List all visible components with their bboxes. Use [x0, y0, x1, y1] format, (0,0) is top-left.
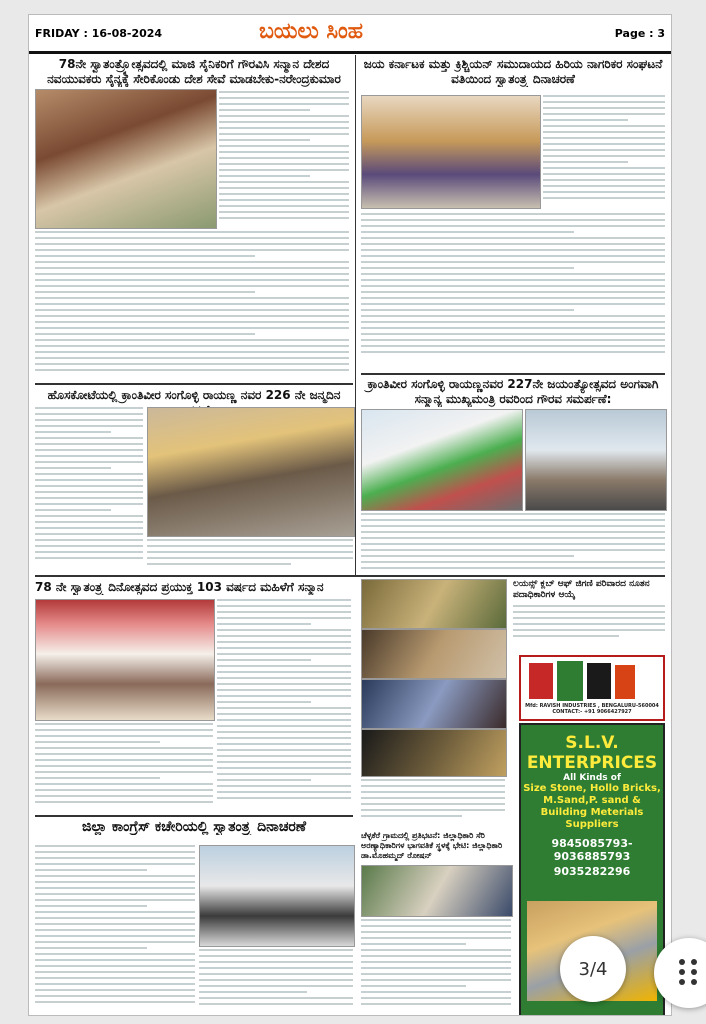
article-1-text-top — [219, 91, 349, 227]
ad-manufacturer: Mfd: RAVISH INDUSTRIES , BENGALURU-560004 — [525, 703, 659, 709]
page-indicator-label: 3/4 — [578, 958, 608, 980]
menu-button[interactable] — [654, 938, 706, 1008]
middle-photo-1 — [361, 579, 507, 629]
middle-photo-4 — [361, 729, 507, 777]
slv-name: S.L.V. ENTERPRICES — [526, 733, 658, 773]
column-divider — [355, 55, 356, 575]
ad-contact: CONTACT:- +91 9066427927 — [552, 709, 632, 715]
article-7-text-right — [199, 949, 353, 1011]
article-5-text — [35, 723, 213, 811]
article-1-text — [35, 231, 349, 381]
article-2-photo — [361, 95, 541, 209]
masthead: ಬಯಲು ಸಿಂಹ — [259, 18, 364, 44]
article-3-photo — [147, 407, 355, 537]
article-5-photo — [35, 599, 215, 721]
newspaper-page — [28, 14, 672, 1016]
slv-phone-2: 9035282296 — [553, 865, 631, 878]
article-5-text-right — [217, 599, 351, 811]
slv-items: Size Stone, Hollo Bricks, M.Sand,P. sand & Building Meterials Suppliers — [523, 783, 661, 830]
middle-photo-3 — [361, 679, 507, 729]
slv-kinds: All Kinds of — [563, 773, 621, 783]
article-3-text-left — [35, 407, 143, 569]
article-8-headline: ಚೆಳ್ಳಕೆರೆ ಗ್ರಾಮದಲ್ಲಿ ಪ್ರತಿಭಟನೆ: ಜಿಲ್ಲಾಧಿಕಾರಿ ಸೆರಿ ಅರಣ್ಯಾಧಿಕಾರಿಗಳ ಭಾಗವತಿಕೆ ಸ್ಥಳಕ್ಕೆ ಭೇಟಿ: ಜಿಲ್ಲಾಧಿಕಾರಿ ಡಾ.ಮೊಹಮ್ಮದ್ ರೋಷನ್ — [361, 831, 503, 860]
article-4-headline: ಕ್ರಾಂತಿವೀರ ಸಂಗೊಳ್ಳಿ ರಾಯಣ್ಣನವರ 227ನೇ ಜಯಂತ್ಯೋತ್ಸವದ ಅಂಗವಾಗಿ ಸನ್ಮಾನ್ಯ ಮುಖ್ಯಮಂತ್ರಿ ರವರಿಂದ ಗೌರವ ಸಮರ್ಪಣೆ: — [367, 377, 659, 406]
issue-date: FRIDAY : 16-08-2024 — [35, 27, 163, 40]
section-divider — [35, 815, 353, 817]
article-4-photo-2 — [525, 409, 667, 511]
section-divider — [361, 373, 665, 375]
slv-phone-1: 9845085793-9036885793 — [551, 837, 633, 863]
article-7-text — [35, 845, 195, 1011]
page-header — [29, 15, 671, 54]
page-indicator[interactable] — [560, 936, 626, 1002]
middle-caption — [361, 779, 505, 829]
article-3-text-right — [147, 539, 353, 571]
article-1-headline: 78ನೇ ಸ್ವಾತಂತ್ರ್ಯೋತ್ಸವದಲ್ಲಿ ಮಾಜಿ ಸೈನಿಕರಿಗೆ ಗೌರವಿಸಿ ಸನ್ಮಾನ ದೇಶದ ನವಯುವಕರು ಸೈನ್ಯಕ್ಕೆ ಸೇರಿಕೊಂಡು ದೇಶ ಸೇವೆ ಮಾಡಬೇಕು-ನರೇಂದ್ರಕುಮಾರ — [47, 57, 341, 86]
grid-dots-icon — [654, 938, 706, 1008]
product-pack — [615, 665, 635, 699]
article-5-headline: 78 ನೇ ಸ್ವಾತಂತ್ರ್ಯ ದಿನೋತ್ಸವದ ಪ್ರಯುಕ್ತ 103 ವರ್ಷದ ಮಹಿಳೆಗೆ ಸನ್ಮಾನ — [35, 580, 324, 594]
article-2-text-top — [543, 95, 665, 209]
article-7-headline: ಜಿಲ್ಲಾ ಕಾಂಗ್ರೆಸ್ ಕಚೇರಿಯಲ್ಲಿ ಸ್ವಾತಂತ್ರ್ಯ ದಿನಾಚರಣೆ — [81, 820, 307, 835]
article-1-photo — [35, 89, 217, 229]
article-8-photo — [361, 865, 513, 917]
product-pack — [557, 661, 583, 701]
article-3-headline: ಹೊಸಕೋಟೆಯಲ್ಲಿ ಕ್ರಾಂತಿವೀರ ಸಂಗೊಳ್ಳಿ ರಾಯಣ್ಣ ನವರ 226 ನೇ ಜನ್ಮದಿನ — [47, 388, 341, 402]
article-4-photo-1 — [361, 409, 523, 511]
article-6-text — [513, 605, 665, 645]
section-divider — [35, 383, 353, 385]
page-number: Page : 3 — [614, 27, 665, 40]
middle-photo-2 — [361, 629, 507, 679]
article-2-headline: ಜಯ ಕರ್ನಾಟಕ ಮತ್ತು ಕ್ರಿಶ್ಚಿಯನ್ ಸಮುದಾಯದ ಹಿರಿಯ ನಾಗರಿಕರ ಸಂಘಟನೆ ವತಿಯಿಂದ ಸ್ವಾತಂತ್ರ್ಯ ದಿನಾಚರಣೆ — [363, 57, 663, 86]
section-divider — [35, 575, 665, 577]
article-2-text — [361, 213, 665, 369]
article-7-photo — [199, 845, 355, 947]
product-ad — [519, 655, 665, 721]
article-8-text — [361, 919, 511, 1011]
article-4-text — [361, 513, 665, 573]
product-pack — [587, 663, 611, 699]
article-6-headline: ಲಯನ್ಸ್ ಕ್ಲಬ್ ಆಫ್ ಜಿಗಣಿ ಪರಿವಾರದ ನೂತನ ಪದಾಧಿಕಾರಿಗಳ ಆಯ್ಕೆ — [513, 579, 650, 600]
product-pack — [529, 663, 553, 699]
